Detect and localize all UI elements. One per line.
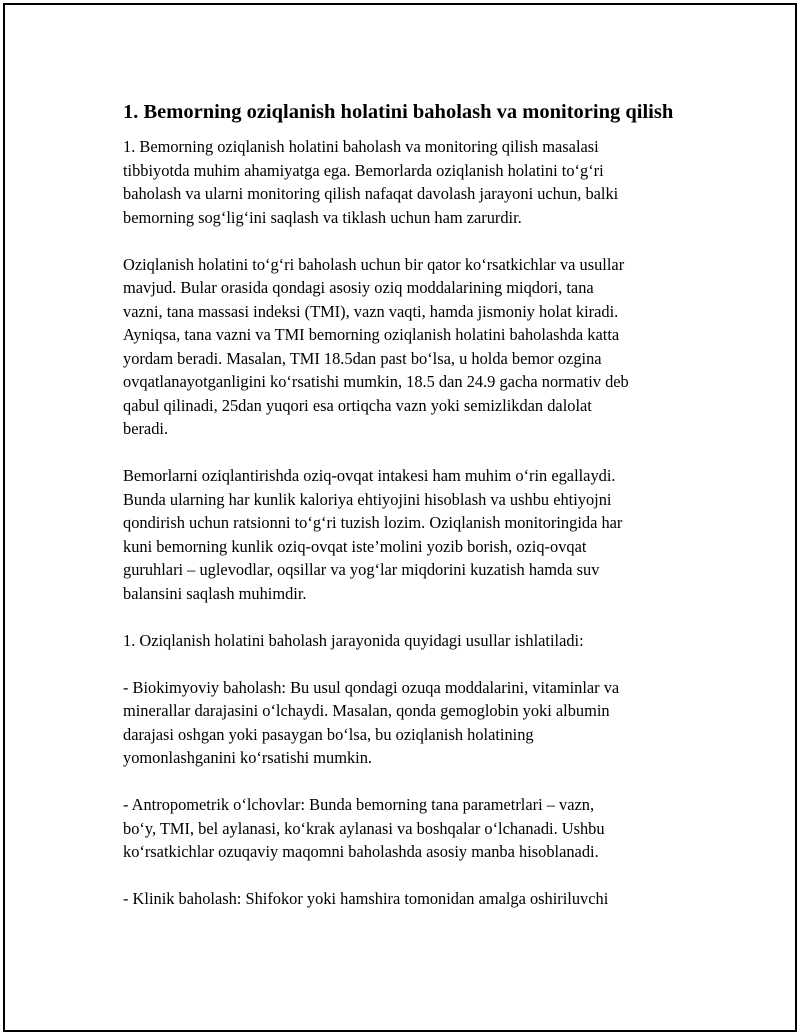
text-line: ovqatlanayotganligini ko‘rsatishi mumkin, 18.5 dan 24.9 gacha normativ deb xyxy=(123,372,629,391)
document-body xyxy=(123,99,703,934)
text-line: Bunda ularning har kunlik kaloriya ehtiyojini hisoblash va ushbu ehtiyojni xyxy=(123,489,612,509)
text-line: - Biokimyoviy baholash: Bu usul qondagi ozuqa moddalarini, vitaminlar va xyxy=(123,677,620,697)
text-line: 1. Bemorning oziqlanish holatini baholash va monitoring qilish masalasi xyxy=(123,137,599,156)
text-line: ko‘rsatkichlar ozuqaviy maqomni baholashda asosiy manba hisoblanadi. xyxy=(123,842,599,861)
text-line: guruhlari – uglevodlar, oqsillar va yog‘lar miqdorini kuzatish hamda suv xyxy=(123,560,600,579)
text-line: bo‘y, TMI, bel aylanasi, ko‘krak aylanasi va boshqalar o‘lchanadi. Ushbu xyxy=(123,818,605,838)
text-line: balansini saqlash muhimdir. xyxy=(123,583,307,603)
paragraph-intake xyxy=(123,464,703,605)
list-item-biochemical xyxy=(123,676,703,770)
text-line: qabul qilinadi, 25dan yuqori esa ortiqcha vazn yoki semizlikdan dalolat xyxy=(123,395,592,415)
text-line: baholash va ularni monitoring qilish nafaqat davolash jarayoni uchun, balki xyxy=(123,184,619,203)
paragraph-intro xyxy=(123,135,703,229)
text-line: tibbiyotda muhim ahamiyatga ega. Bemorlarda oziqlanish holatini to‘g‘ri xyxy=(123,160,604,180)
text-line: yordam beradi. Masalan, TMI 18.5dan past bo‘lsa, u holda bemor ozgina xyxy=(123,348,602,368)
text-line: vazni, tana massasi indeksi (TMI), vazn vaqti, hamda jismoniy holat kiradi. xyxy=(123,301,619,321)
page-frame xyxy=(3,3,797,1032)
list-item-anthropometric xyxy=(123,793,703,864)
paragraph-indicators xyxy=(123,253,703,441)
list-item-clinical xyxy=(123,887,703,911)
text-line: yomonlashganini ko‘rsatishi mumkin. xyxy=(123,748,373,767)
document-title: 1. Bemorning oziqlanish holatini baholash va monitoring qilish xyxy=(123,101,674,123)
paragraph-methods-heading xyxy=(123,629,703,653)
text-line: Ayniqsa, tana vazni va TMI bemorning oziqlanish holatini baholashda katta xyxy=(123,325,620,344)
text-line: mavjud. Bular orasida qondagi asosiy oziq moddalarining miqdori, tana xyxy=(123,278,594,297)
text-line: qondirish uchun ratsionni to‘g‘ri tuzish lozim. Oziqlanish monitoringida har xyxy=(123,513,623,532)
text-line: beradi. xyxy=(123,419,169,438)
text-line: - Klinik baholash: Shifokor yoki hamshira tomonidan amalga oshiriluvchi xyxy=(123,889,609,908)
text-line: bemorning sog‘lig‘ini saqlash va tiklash uchun ham zarurdir. xyxy=(123,207,522,227)
text-line: - Antropometrik o‘lchovlar: Bunda bemorning tana parametrlari – vazn, xyxy=(123,795,595,814)
text-line: Bemorlarni oziqlantirishda oziq-ovqat intakesi ham muhim o‘rin egallaydi. xyxy=(123,466,616,485)
text-line: darajasi oshgan yoki pasaygan bo‘lsa, bu oziqlanish holatining xyxy=(123,724,534,744)
text-line: kuni bemorning kunlik oziq-ovqat iste’molini yozib borish, oziq-ovqat xyxy=(123,536,587,556)
text-line: minerallar darajasini o‘lchaydi. Masalan, qonda gemoglobin yoki albumin xyxy=(123,701,610,720)
text-line: Oziqlanish holatini to‘g‘ri baholash uchun bir qator ko‘rsatkichlar va usullar xyxy=(123,254,625,274)
text-line: 1. Oziqlanish holatini baholash jarayonida quyidagi usullar ishlatiladi: xyxy=(123,630,584,650)
